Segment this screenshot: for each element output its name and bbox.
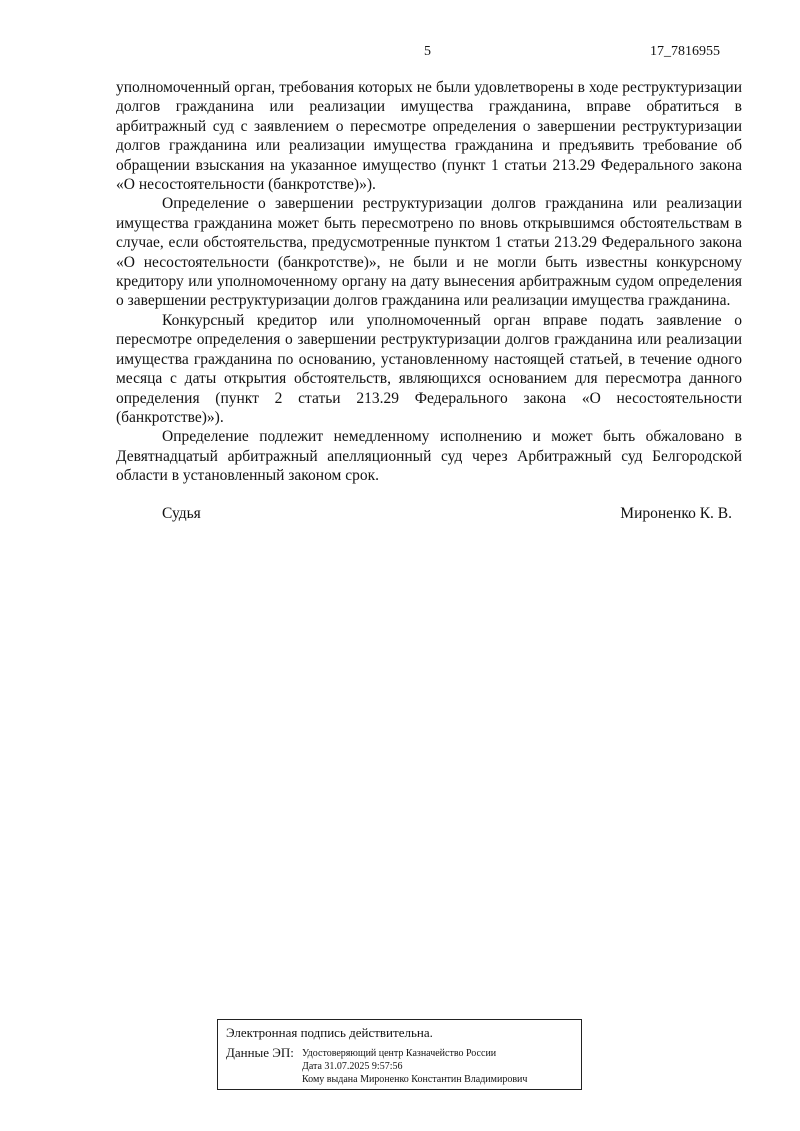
judge-label: Судья [162, 505, 201, 522]
document-body [116, 78, 742, 486]
paragraph-continuation: уполномоченный орган, требования которых не были удовлетворены в ходе реструктуризации долгов гражданина или реализации имущества гражданина, вправе обратиться в арбитражный суд с заявлением о пересмотре определения о завершении реструктуризации долгов гражданина или реализации имущества гражданина и предъявить требование об обращении взыскания на указанное имущество (пункт 1 статьи 213.29 Федерального закона «О несостоятельности (банкротстве)»). [116, 79, 742, 194]
esig-data-label: Данные ЭП: [226, 1045, 294, 1060]
esig-title: Электронная подпись действительна. [226, 1025, 433, 1040]
esig-issued-to: Кому выдана Мироненко Константин Владимирович [302, 1074, 528, 1085]
judge-name: Мироненко К. В. [620, 505, 732, 522]
page-header [0, 44, 800, 64]
paragraph-filing-deadline: Конкурсный кредитор или уполномоченный орган вправе подать заявление о пересмотре определения о завершении реструктуризации долгов гражданина или реализации имущества гражданина по основанию, установленному настоящей статьей, в течение одного месяца с даты открытия обстоятельств, являющихся основанием для пересмотра данного определения (пункт 2 статьи 213.29 Федерального закона «О несостоятельности (банкротстве)»). [116, 311, 742, 426]
esig-details [302, 1047, 527, 1086]
paragraph-review-grounds: Определение о завершении реструктуризации долгов гражданина или реализации имущества гражданина может быть пересмотрено по вновь открывшимся обстоятельствам в случае, если обстоятельства, предусмотренные пунктом 1 статьи 213.29 Федерального закона «О несостоятельности (банкротстве)», не были и не могли быть известны конкурсному кредитору или уполномоченному органу на дату вынесения арбитражным судом определения о завершении реструктуризации долгов гражданина или реализации имущества гражданина. [116, 195, 742, 310]
esig-issuer: Удостоверяющий центр Казначейство России [302, 1048, 497, 1059]
paragraph-appeal: Определение подлежит немедленному исполнению и может быть обжаловано в Девятнадцатый арбитражный апелляционный суд через Арбитражный суд Белгородской области в установленный законом срок. [116, 428, 742, 485]
case-number: 17_7816955 [650, 44, 720, 59]
electronic-signature-stamp [217, 1019, 582, 1090]
esig-date: Дата 31.07.2025 9:57:56 [302, 1061, 403, 1072]
page-number: 5 [424, 44, 431, 59]
judge-signature [116, 505, 742, 527]
